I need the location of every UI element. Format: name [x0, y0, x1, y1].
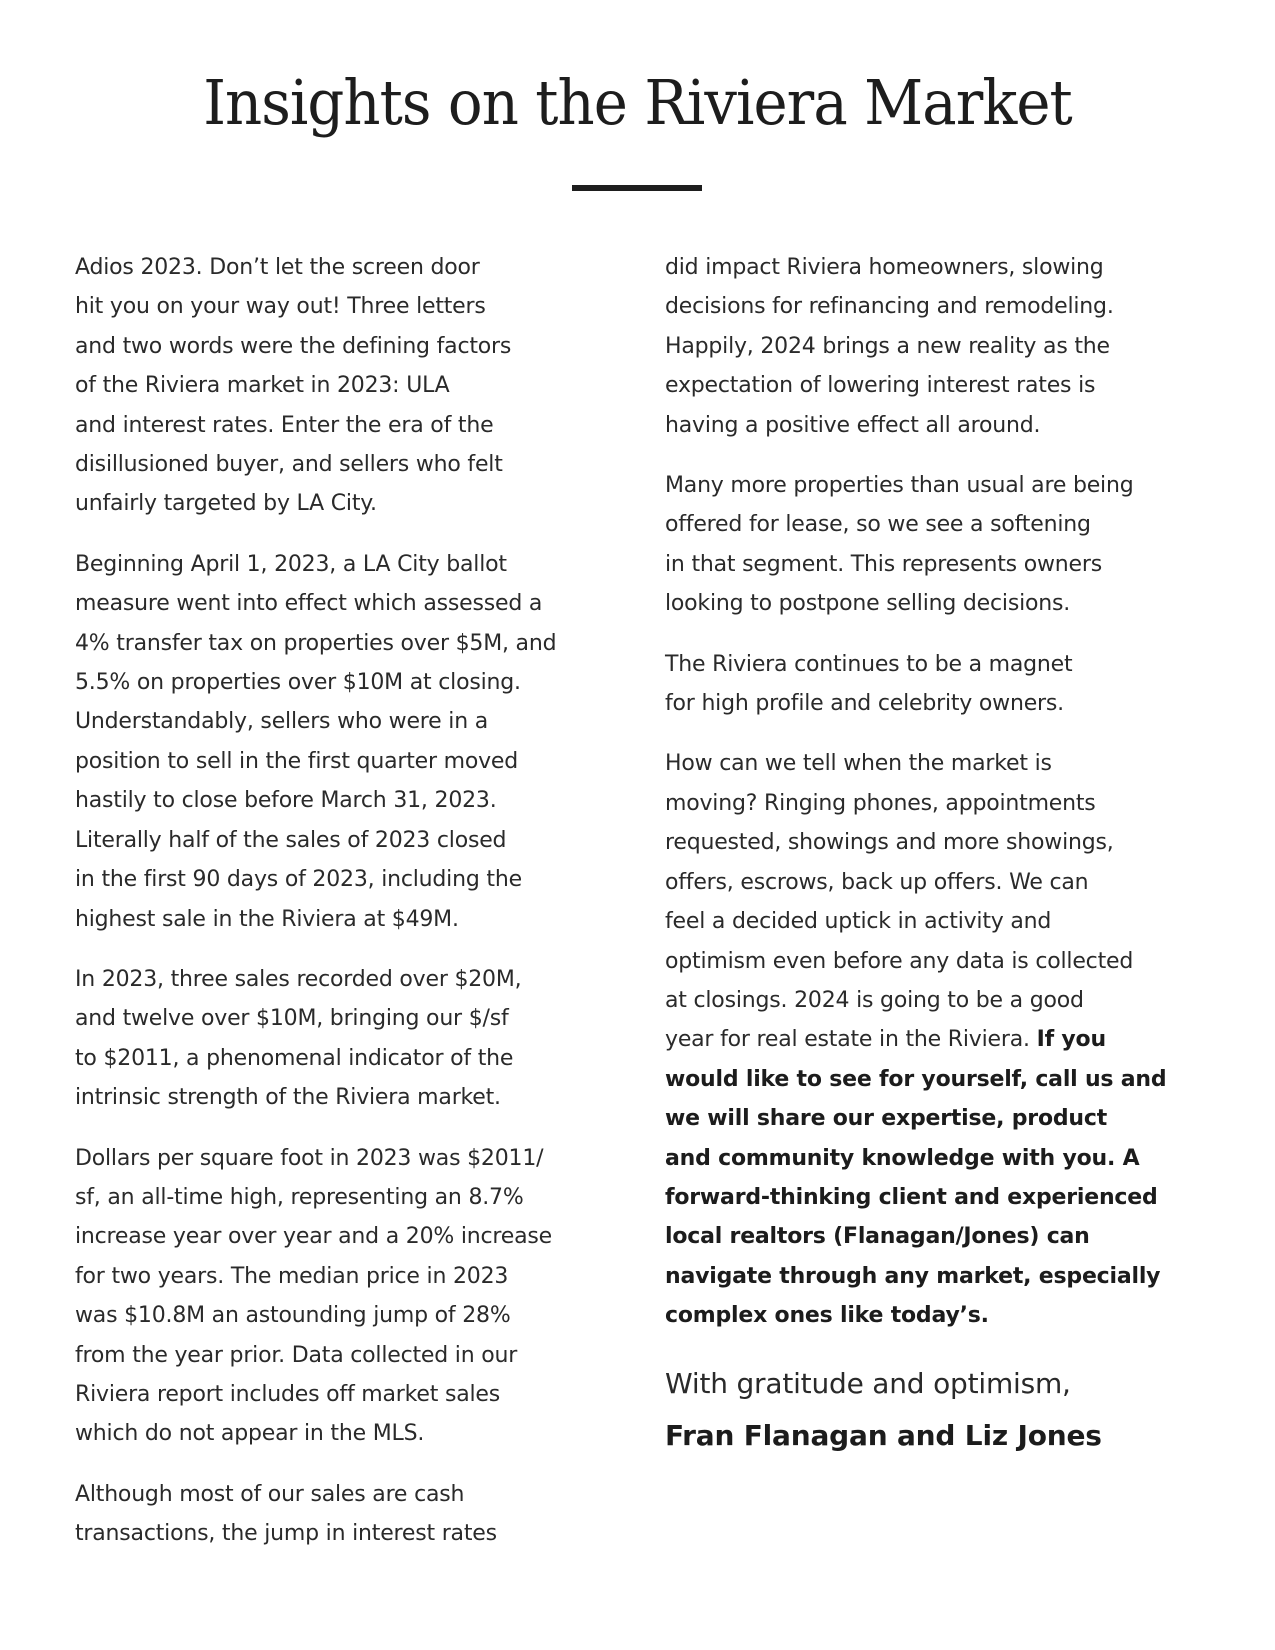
bold-text-line: forward-thinking client and experienced	[665, 1184, 1158, 1210]
bold-text-line: navigate through any market, especially	[665, 1263, 1161, 1289]
bold-text-line: and community knowledge with you. A	[665, 1145, 1140, 1171]
text-line: Many more properties than usual are being	[665, 473, 1134, 499]
text-line: and interest rates. Enter the era of the	[75, 412, 494, 438]
text-line: Beginning April 1, 2023, a LA City ballot	[75, 551, 507, 577]
paragraph-impact-2024	[665, 248, 1225, 445]
text-line: expectation of lowering interest rates is	[665, 373, 1096, 399]
text-line: of the Riviera market in 2023: ULA	[75, 373, 450, 399]
title-divider	[572, 185, 702, 191]
text-line: from the year prior. Data collected in our	[75, 1342, 518, 1368]
mixed-text-line	[665, 1020, 1225, 1059]
left-column	[75, 248, 635, 1575]
text-line: hastily to close before March 31, 2023.	[75, 788, 497, 814]
paragraph-lease-market	[665, 466, 1225, 624]
paragraph-intro	[75, 248, 635, 524]
text-line: looking to postpone selling decisions.	[665, 591, 1071, 617]
text-line: which do not appear in the MLS.	[75, 1421, 425, 1447]
text-line: measure went into effect which assessed a	[75, 591, 543, 617]
text-line: and twelve over $10M, bringing our $/sf	[75, 1006, 509, 1032]
text-line: optimism even before any data is collected	[665, 948, 1134, 974]
paragraph-market-moving	[665, 744, 1225, 1335]
text-line: 4% transfer tax on properties over $5M, and	[75, 630, 557, 656]
paragraph-price-per-sqft	[75, 1139, 635, 1454]
text-line: How can we tell when the market is	[665, 751, 1052, 777]
text-line: in the first 90 days of 2023, including the	[75, 867, 522, 893]
text-line: moving? Ringing phones, appointments	[665, 790, 1096, 816]
text-line: Although most of our sales are cash	[75, 1481, 465, 1507]
paragraph-sales-2023	[75, 960, 635, 1118]
text-line: for high profile and celebrity owners.	[665, 691, 1064, 717]
signature: Fran Flanagan and Liz Jones	[665, 1418, 1102, 1452]
text-line: at closings. 2024 is going to be a good	[665, 987, 1084, 1013]
text-line: transactions, the jump in interest rates	[75, 1521, 497, 1547]
text-line: offered for lease, so we see a softening	[665, 512, 1091, 538]
right-column	[665, 248, 1225, 1461]
text-line: 5.5% on properties over $10M at closing.	[75, 670, 521, 696]
text-line: to $2011, a phenomenal indicator of the	[75, 1045, 514, 1071]
text-line: disillusioned buyer, and sellers who felt	[75, 452, 503, 478]
bold-text-line: we will share our expertise, product	[665, 1106, 1108, 1132]
text-line: intrinsic strength of the Riviera market.	[75, 1085, 501, 1111]
paragraph-celebrity-owners	[665, 645, 1225, 724]
text-line: Understandably, sellers who were in a	[75, 709, 489, 735]
text-line: increase year over year and a 20% increase	[75, 1224, 552, 1250]
text-line: highest sale in the Riviera at $49M.	[75, 906, 459, 932]
page-title: Insights on the Riviera Market	[203, 66, 1072, 139]
text-line: In 2023, three sales recorded over $20M,	[75, 966, 522, 992]
text-line: requested, showings and more showings,	[665, 830, 1114, 856]
text-segment: year for real estate in the Riviera.	[665, 1027, 1037, 1053]
text-line: was $10.8M an astounding jump of 28%	[75, 1303, 511, 1329]
text-line: Adios 2023. Don’t let the screen door	[75, 255, 480, 280]
text-line: did impact Riviera homeowners, slowing	[665, 255, 1104, 280]
text-line: in that segment. This represents owners	[665, 551, 1102, 577]
text-line: having a positive effect all around.	[665, 412, 1041, 438]
text-line: and two words were the defining factors	[75, 333, 512, 359]
bold-text-segment: If you	[1036, 1027, 1106, 1053]
text-line: feel a decided uptick in activity and	[665, 909, 1052, 935]
paragraph-interest-rates	[75, 1475, 635, 1554]
text-line: decisions for refinancing and remodeling.	[665, 294, 1114, 320]
text-line: Literally half of the sales of 2023 closed	[75, 827, 507, 853]
paragraph-transfer-tax	[75, 545, 635, 939]
text-line: for two years. The median price in 2023	[75, 1263, 509, 1289]
text-line: Dollars per square foot in 2023 was $2011/	[75, 1145, 544, 1171]
bold-text-line: local realtors (Flanagan/Jones) can	[665, 1224, 1090, 1250]
text-line: offers, escrows, back up offers. We can	[665, 869, 1089, 895]
text-line: position to sell in the first quarter moved	[75, 748, 519, 774]
bold-text-line: complex ones like today’s.	[665, 1303, 989, 1329]
text-line: The Riviera continues to be a magnet	[665, 651, 1073, 677]
text-line: Happily, 2024 brings a new reality as the	[665, 333, 1110, 359]
text-line: Riviera report includes off market sales	[75, 1381, 500, 1407]
text-line: hit you on your way out! Three letters	[75, 294, 486, 320]
bold-text-line: would like to see for yourself, call us and	[665, 1066, 1167, 1092]
text-line: unfairly targeted by LA City.	[75, 491, 377, 517]
signoff-text: With gratitude and optimism,	[665, 1366, 1071, 1400]
text-line: sf, an all-time high, representing an 8.7%	[75, 1184, 524, 1210]
